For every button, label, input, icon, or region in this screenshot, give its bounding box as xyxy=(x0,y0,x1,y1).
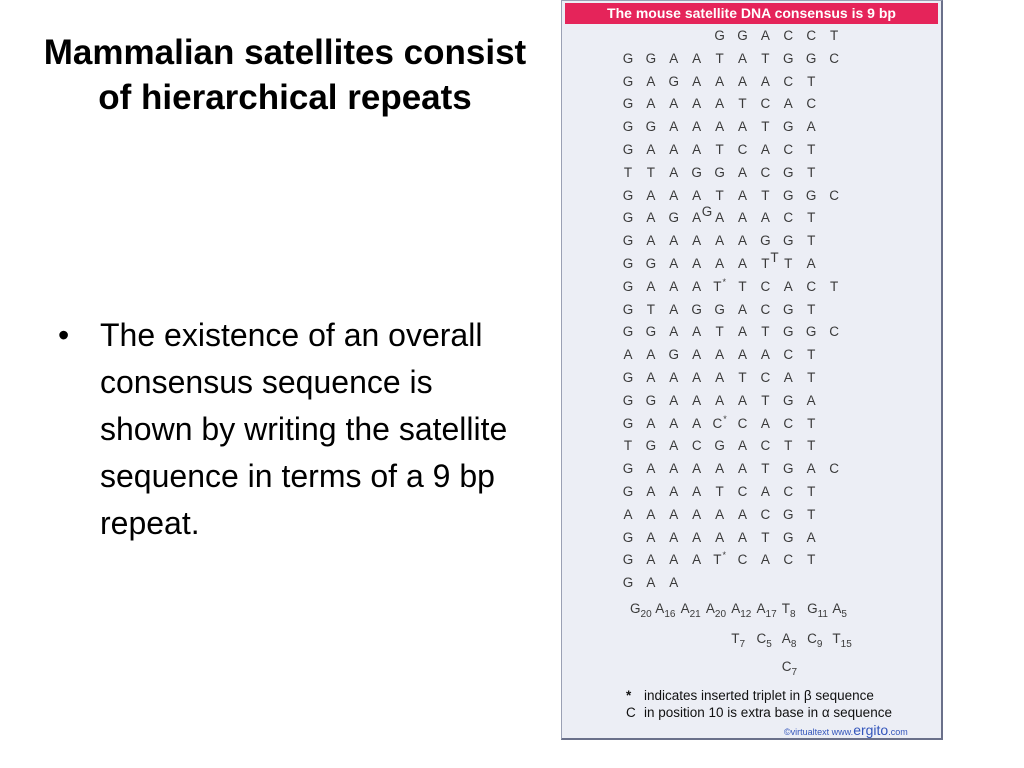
base-letter: G xyxy=(645,324,657,340)
base-letter: G xyxy=(622,301,634,317)
count-row xyxy=(562,657,941,681)
base-letter: G xyxy=(622,119,634,135)
base-letter: G xyxy=(668,347,680,363)
base-letter: A xyxy=(692,392,702,408)
base-letter: G xyxy=(783,301,794,317)
base-letter: C xyxy=(760,96,771,112)
base-letter: A xyxy=(737,461,747,477)
sequence-row xyxy=(562,231,941,251)
base-letter: G xyxy=(783,392,794,408)
base-letter: G xyxy=(805,187,817,203)
base-count: $A_{21}$ xyxy=(680,601,701,620)
base-letter: T xyxy=(715,324,724,340)
base-letter: A xyxy=(692,73,702,89)
base-letter: A xyxy=(669,415,679,431)
base-letter: C xyxy=(829,324,839,340)
base-letter: A xyxy=(737,392,747,408)
base-letter: T xyxy=(807,233,816,249)
sequence-row xyxy=(562,414,941,434)
base-letter: G xyxy=(783,461,794,477)
base-letter: A xyxy=(692,187,702,203)
base-letter: A xyxy=(806,256,816,271)
base-letter: G xyxy=(622,575,634,591)
base-letter: A xyxy=(692,50,702,66)
base-letter: C xyxy=(806,96,817,112)
base-letter: A xyxy=(646,575,656,591)
base-letter: A xyxy=(669,529,679,545)
base-letter: C xyxy=(783,28,794,43)
base-letter: A xyxy=(669,324,679,340)
base-letter: T xyxy=(807,415,816,431)
inserted-base: C* xyxy=(712,413,727,431)
base-letter: A xyxy=(669,461,679,477)
base-letter: C xyxy=(783,347,794,363)
base-letter: T xyxy=(807,506,816,522)
base-letter: C xyxy=(806,28,817,43)
base-letter: A xyxy=(669,506,679,522)
inserted-base: T* xyxy=(713,550,726,568)
base-letter: T xyxy=(761,529,770,545)
base-letter: G xyxy=(783,164,794,180)
base-letter: A xyxy=(715,96,725,112)
base-letter: A xyxy=(669,119,679,135)
base-letter: A xyxy=(737,164,747,180)
base-letter: T xyxy=(761,50,770,66)
base-letter: T xyxy=(807,438,816,454)
base-letter: A xyxy=(669,392,679,408)
bullet-text: The existence of an overall consensus sequence is shown by writing the satellite sequence in terms of a 9 bp repeat. xyxy=(100,317,508,541)
legend-text: indicates inserted triplet in β sequence xyxy=(644,688,874,703)
base-letter: A xyxy=(715,210,725,226)
base-letter: T xyxy=(807,370,816,385)
base-letter: G xyxy=(622,256,634,271)
base-count: $A_8$ xyxy=(781,631,797,650)
base-letter: A xyxy=(669,164,679,180)
base-letter: T xyxy=(623,438,633,454)
base-letter: C xyxy=(783,552,794,568)
base-letter: G xyxy=(668,73,680,89)
superscript-base: G xyxy=(701,204,713,220)
credit-site: www.ergito.com xyxy=(831,722,908,738)
superscript-base: T xyxy=(770,250,779,265)
base-count: $C_7$ xyxy=(781,659,798,678)
sequence-row xyxy=(562,368,941,388)
base-letter: A xyxy=(806,461,816,477)
figure-header: The mouse satellite DNA consensus is 9 bp xyxy=(565,3,938,24)
base-letter: T xyxy=(715,187,724,203)
base-letter: A xyxy=(737,73,747,89)
base-letter: A xyxy=(760,347,770,363)
base-letter: A xyxy=(760,552,770,568)
base-letter: A xyxy=(692,347,702,363)
base-letter: G xyxy=(783,50,794,66)
credit-prefix: ©virtualtext xyxy=(784,727,830,737)
sequence-row xyxy=(562,186,941,206)
base-letter: A xyxy=(692,119,702,135)
base-letter: G xyxy=(805,50,817,66)
base-letter: A xyxy=(646,347,656,363)
base-letter: A xyxy=(715,461,725,477)
base-count: $A_5$ xyxy=(832,601,847,620)
base-letter: A xyxy=(646,529,656,545)
base-letter: G xyxy=(622,552,634,568)
base-letter: G xyxy=(691,164,702,180)
base-letter: T xyxy=(761,256,770,271)
base-letter: A xyxy=(783,370,793,385)
base-letter: G xyxy=(622,210,634,226)
sequence-row xyxy=(562,505,941,525)
base-letter: A xyxy=(783,96,793,112)
base-count: $A_{16}$ xyxy=(655,601,676,620)
base-letter: A xyxy=(669,96,679,112)
base-letter: A xyxy=(669,575,679,591)
base-letter: A xyxy=(760,142,770,157)
sequence-row xyxy=(562,345,941,365)
base-letter: T xyxy=(738,278,747,294)
sequence-row xyxy=(562,163,941,183)
sequence-row xyxy=(562,26,941,46)
legend-text: in position 10 is extra base in α sequence xyxy=(644,705,892,720)
base-letter: G xyxy=(645,392,657,408)
base-letter: G xyxy=(714,28,725,43)
base-letter: T xyxy=(807,142,816,157)
base-letter: A xyxy=(669,438,679,454)
base-letter: A xyxy=(737,506,747,522)
base-letter: T xyxy=(807,552,816,568)
base-letter: T xyxy=(623,164,633,180)
base-letter: A xyxy=(806,529,816,545)
base-letter: A xyxy=(692,461,702,477)
base-letter: C xyxy=(829,50,839,66)
base-letter: A xyxy=(669,484,679,499)
base-letter: G xyxy=(622,278,634,294)
base-letter: G xyxy=(645,256,657,271)
base-letter: C xyxy=(760,164,771,180)
base-letter: A xyxy=(806,392,816,408)
slide-title: Mammalian satellites consist of hierarchical repeats xyxy=(43,33,527,117)
base-letter: A xyxy=(783,278,793,294)
base-letter: T xyxy=(715,142,724,157)
base-letter: A xyxy=(715,233,725,249)
base-letter: G xyxy=(760,233,771,249)
base-letter: T xyxy=(807,164,816,180)
base-letter: C xyxy=(737,415,748,431)
base-letter: A xyxy=(737,50,747,66)
satellite-figure-panel xyxy=(561,0,943,740)
base-letter: T xyxy=(829,278,839,294)
base-count: $C_5$ xyxy=(756,631,772,650)
base-letter: A xyxy=(692,484,702,499)
base-letter: G xyxy=(622,415,634,431)
base-letter: T xyxy=(807,210,816,226)
base-letter: T xyxy=(646,301,656,317)
base-letter: G xyxy=(783,506,794,522)
base-letter: A xyxy=(646,210,656,226)
base-letter: T xyxy=(807,347,816,363)
base-letter: G xyxy=(805,324,817,340)
base-letter: G xyxy=(622,142,634,157)
base-letter: A xyxy=(737,347,747,363)
base-count: $A_{17}$ xyxy=(756,601,777,620)
base-letter: C xyxy=(691,438,702,454)
sequence-row xyxy=(562,436,941,456)
base-letter: G xyxy=(714,438,725,454)
base-letter: C xyxy=(737,142,748,157)
sequence-row xyxy=(562,391,941,411)
base-letter: T xyxy=(761,392,770,408)
base-count: $T_7$ xyxy=(731,631,745,650)
base-letter: T xyxy=(646,164,656,180)
base-letter: G xyxy=(622,73,634,89)
base-letter: C xyxy=(783,484,794,499)
base-letter: G xyxy=(622,392,634,408)
base-letter: T xyxy=(761,461,770,477)
base-letter: A xyxy=(692,324,702,340)
base-count: $A_{20}$ xyxy=(705,601,727,620)
base-letter: A xyxy=(737,233,747,249)
base-letter: A xyxy=(669,233,679,249)
base-letter: G xyxy=(783,119,794,135)
sequence-row xyxy=(562,459,941,479)
sequence-row xyxy=(562,204,941,228)
base-letter: C xyxy=(829,461,839,477)
base-letter: A xyxy=(715,370,725,385)
base-letter: G xyxy=(783,324,794,340)
base-letter: A xyxy=(760,415,770,431)
base-count: $A_{12}$ xyxy=(731,601,752,620)
sequence-row xyxy=(562,550,941,570)
base-letter: A xyxy=(646,506,656,522)
base-letter: A xyxy=(715,506,725,522)
base-letter: C xyxy=(829,187,839,203)
base-letter: A xyxy=(669,552,679,568)
legend-symbol: C xyxy=(626,705,636,720)
base-letter: A xyxy=(646,415,656,431)
base-letter: A xyxy=(669,370,679,385)
base-letter: G xyxy=(783,529,794,545)
base-letter: A xyxy=(646,552,656,568)
base-letter: A xyxy=(737,438,747,454)
base-letter: G xyxy=(645,438,657,454)
base-letter: A xyxy=(692,278,702,294)
base-letter: A xyxy=(760,73,770,89)
base-letter: C xyxy=(760,506,771,522)
base-letter: C xyxy=(783,415,794,431)
base-letter: A xyxy=(692,96,702,112)
base-letter: G xyxy=(622,484,634,499)
base-letter: T xyxy=(807,301,816,317)
base-count: $G_{20}$ xyxy=(630,601,652,620)
base-letter: A xyxy=(646,278,656,294)
base-letter: G xyxy=(622,96,634,112)
base-letter: C xyxy=(783,210,794,226)
sequence-row xyxy=(562,573,941,593)
base-letter: A xyxy=(737,529,747,545)
base-letter: A xyxy=(806,119,816,135)
base-letter: T xyxy=(738,370,747,385)
base-letter: A xyxy=(669,278,679,294)
base-letter: C xyxy=(806,278,817,294)
base-letter: A xyxy=(692,233,702,249)
base-letter: G xyxy=(645,50,657,66)
sequence-row xyxy=(562,117,941,137)
base-letter: C xyxy=(760,438,771,454)
base-letter: G xyxy=(691,301,702,317)
base-count: $C_9$ xyxy=(807,631,823,650)
base-letter: T xyxy=(715,484,724,499)
base-letter: G xyxy=(622,461,634,477)
sequence-row xyxy=(562,49,941,69)
sequence-row xyxy=(562,250,941,274)
base-letter: A xyxy=(646,484,656,499)
base-letter: A xyxy=(737,301,747,317)
base-letter: C xyxy=(760,370,771,385)
base-letter: G xyxy=(622,370,634,385)
base-letter: T xyxy=(784,256,793,271)
base-count: $G_{11}$ xyxy=(807,601,828,620)
base-letter: A xyxy=(646,142,656,157)
base-letter: A xyxy=(760,210,770,226)
base-letter: A xyxy=(623,347,633,363)
base-letter: T xyxy=(761,324,770,340)
base-letter: A xyxy=(692,210,702,226)
base-letter: A xyxy=(737,324,747,340)
base-letter: T xyxy=(807,484,816,499)
base-letter: A xyxy=(737,187,747,203)
base-letter: A xyxy=(760,28,770,43)
base-letter: A xyxy=(669,301,679,317)
base-letter: G xyxy=(622,50,634,66)
base-letter: G xyxy=(783,187,794,203)
base-letter: A xyxy=(737,210,747,226)
base-letter: A xyxy=(623,506,633,522)
base-letter: C xyxy=(783,142,794,157)
base-letter: A xyxy=(646,233,656,249)
base-letter: A xyxy=(737,256,747,271)
base-letter: C xyxy=(737,484,748,499)
base-letter: G xyxy=(714,301,725,317)
base-letter: A xyxy=(715,119,725,135)
inserted-base: T* xyxy=(713,276,726,294)
base-letter: T xyxy=(829,28,839,43)
base-letter: A xyxy=(715,73,725,89)
sequence-row xyxy=(562,322,941,342)
base-letter: A xyxy=(692,552,702,568)
sequence-row xyxy=(562,300,941,320)
base-letter: T xyxy=(761,187,770,203)
sequence-row xyxy=(562,277,941,297)
base-letter: T xyxy=(761,119,770,135)
bullet-symbol: • xyxy=(58,317,70,353)
base-letter: G xyxy=(645,119,657,135)
sequence-row xyxy=(562,72,941,92)
sequence-row xyxy=(562,140,941,160)
base-letter: A xyxy=(646,187,656,203)
base-letter: C xyxy=(783,73,794,89)
base-letter: C xyxy=(760,278,771,294)
base-letter: T xyxy=(807,73,816,89)
count-row xyxy=(562,599,941,623)
base-letter: G xyxy=(622,233,634,249)
base-letter: A xyxy=(715,529,725,545)
base-letter: A xyxy=(692,370,702,385)
base-letter: A xyxy=(646,73,656,89)
base-letter: A xyxy=(669,187,679,203)
sequence-row xyxy=(562,528,941,548)
legend-insertion xyxy=(626,687,874,704)
base-letter: T xyxy=(715,50,724,66)
base-letter: A xyxy=(669,50,679,66)
base-letter: C xyxy=(737,552,748,568)
sequence-row xyxy=(562,482,941,502)
base-letter: A xyxy=(692,506,702,522)
base-letter: A xyxy=(692,415,702,431)
base-letter: A xyxy=(737,119,747,135)
base-letter: A xyxy=(692,256,702,271)
base-letter: A xyxy=(646,461,656,477)
base-letter: A xyxy=(760,484,770,499)
base-letter: G xyxy=(668,210,680,226)
base-letter: G xyxy=(783,233,794,249)
base-letter: A xyxy=(715,256,725,271)
base-letter: C xyxy=(760,301,771,317)
sequence-row xyxy=(562,94,941,114)
base-letter: A xyxy=(669,142,679,157)
base-letter: A xyxy=(646,96,656,112)
base-letter: A xyxy=(669,256,679,271)
base-letter: A xyxy=(692,529,702,545)
base-letter: G xyxy=(622,324,634,340)
copyright-credit xyxy=(784,722,908,738)
base-letter: G xyxy=(622,529,634,545)
base-letter: T xyxy=(784,438,793,454)
base-letter: G xyxy=(737,28,748,43)
count-row xyxy=(562,629,941,653)
base-count: $T_8$ xyxy=(781,601,796,620)
legend-symbol: * xyxy=(626,688,632,703)
base-letter: A xyxy=(692,142,702,157)
legend-extra-base xyxy=(626,704,892,721)
base-letter: G xyxy=(622,187,634,203)
base-letter: A xyxy=(715,392,725,408)
base-letter: A xyxy=(715,347,725,363)
base-letter: T xyxy=(738,96,747,112)
base-count: $T_{15}$ xyxy=(832,631,852,650)
base-letter: G xyxy=(714,164,725,180)
base-letter: A xyxy=(646,370,656,385)
